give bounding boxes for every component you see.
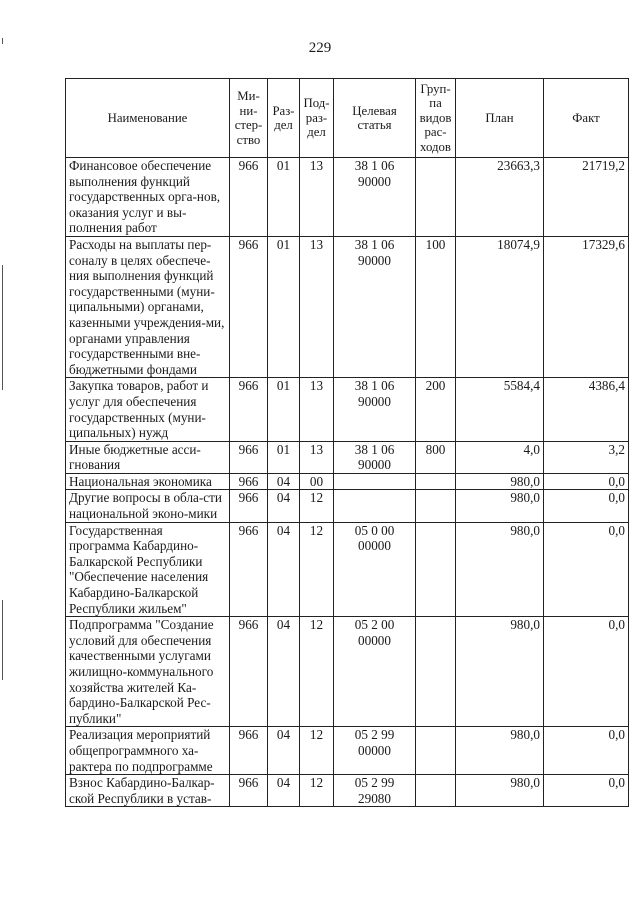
- row-fact: 0,0: [544, 775, 629, 807]
- row-group: 200: [416, 378, 456, 441]
- row-plan: 4,0: [456, 441, 544, 473]
- row-fact: 0,0: [544, 522, 629, 617]
- row-subsection: 12: [300, 522, 334, 617]
- table-row: [66, 617, 629, 727]
- row-ministry: 966: [230, 490, 268, 522]
- row-fact: 0,0: [544, 727, 629, 775]
- row-target: 38 1 06 90000: [334, 378, 416, 441]
- row-name: Другие вопросы в обла-сти национальной эконо-мики: [66, 490, 230, 522]
- table-row: [66, 158, 629, 237]
- row-section: 04: [268, 617, 300, 727]
- row-group: [416, 775, 456, 807]
- row-ministry: 966: [230, 378, 268, 441]
- page-number: 229: [308, 40, 332, 56]
- row-subsection: 12: [300, 617, 334, 727]
- row-name: Взнос Кабардино-Балкар-ской Республики в устав-: [66, 775, 230, 807]
- row-subsection: 12: [300, 490, 334, 522]
- row-name: Иные бюджетные асси-гнования: [66, 441, 230, 473]
- header-ministry: Ми- ни- стер- ство: [230, 79, 268, 158]
- row-plan: 980,0: [456, 490, 544, 522]
- budget-table: [65, 78, 629, 807]
- header-subsection: Под- раз- дел: [300, 79, 334, 158]
- row-section: 04: [268, 473, 300, 490]
- table-row: [66, 236, 629, 377]
- row-target: 38 1 06 90000: [334, 158, 416, 237]
- row-subsection: 13: [300, 378, 334, 441]
- row-fact: 0,0: [544, 473, 629, 490]
- row-section: 04: [268, 775, 300, 807]
- header-group: Груп- па видов рас- ходов: [416, 79, 456, 158]
- row-target: 05 2 00 00000: [334, 617, 416, 727]
- row-fact: 21719,2: [544, 158, 629, 237]
- row-subsection: 12: [300, 727, 334, 775]
- header-target: Целевая статья: [334, 79, 416, 158]
- header-fact: Факт: [544, 79, 629, 158]
- row-ministry: 966: [230, 775, 268, 807]
- row-ministry: 966: [230, 158, 268, 237]
- row-target: 05 0 00 00000: [334, 522, 416, 617]
- row-section: 01: [268, 236, 300, 377]
- row-fact: 4386,4: [544, 378, 629, 441]
- header-section: Раз- дел: [268, 79, 300, 158]
- row-plan: 980,0: [456, 775, 544, 807]
- row-section: 01: [268, 378, 300, 441]
- row-name: Закупка товаров, работ и услуг для обеспечения государственных (муни-ципальных) нужд: [66, 378, 230, 441]
- row-group: [416, 473, 456, 490]
- table-row: [66, 473, 629, 490]
- row-plan: 980,0: [456, 727, 544, 775]
- row-ministry: 966: [230, 473, 268, 490]
- row-section: 01: [268, 158, 300, 237]
- row-group: 100: [416, 236, 456, 377]
- header-plan: План: [456, 79, 544, 158]
- row-plan: 980,0: [456, 473, 544, 490]
- table-row: [66, 441, 629, 473]
- row-group: [416, 158, 456, 237]
- table-row: [66, 490, 629, 522]
- row-ministry: 966: [230, 236, 268, 377]
- scan-edge-mark: [2, 38, 3, 44]
- row-plan: 980,0: [456, 522, 544, 617]
- row-name: Национальная экономика: [66, 473, 230, 490]
- row-section: 01: [268, 441, 300, 473]
- row-subsection: 13: [300, 236, 334, 377]
- row-name: Реализация мероприятий общепрограммного ха-рактера по подпрограмме: [66, 727, 230, 775]
- row-name: Государственная программа Кабардино-Балкарской Республики "Обеспечение населения Кабардино-Балкарской Республики жильем": [66, 522, 230, 617]
- row-target: [334, 473, 416, 490]
- row-fact: 0,0: [544, 617, 629, 727]
- row-ministry: 966: [230, 522, 268, 617]
- row-subsection: 00: [300, 473, 334, 490]
- row-plan: 5584,4: [456, 378, 544, 441]
- table-row: [66, 522, 629, 617]
- row-group: 800: [416, 441, 456, 473]
- row-target: 05 2 99 29080: [334, 775, 416, 807]
- row-target: 38 1 06 90000: [334, 236, 416, 377]
- row-plan: 23663,3: [456, 158, 544, 237]
- row-fact: 0,0: [544, 490, 629, 522]
- row-ministry: 966: [230, 441, 268, 473]
- row-group: [416, 490, 456, 522]
- row-fact: 3,2: [544, 441, 629, 473]
- row-plan: 18074,9: [456, 236, 544, 377]
- table-row: [66, 727, 629, 775]
- row-subsection: 12: [300, 775, 334, 807]
- row-target: 38 1 06 90000: [334, 441, 416, 473]
- row-group: [416, 727, 456, 775]
- row-ministry: 966: [230, 727, 268, 775]
- row-target: [334, 490, 416, 522]
- row-section: 04: [268, 490, 300, 522]
- row-fact: 17329,6: [544, 236, 629, 377]
- row-section: 04: [268, 522, 300, 617]
- row-target: 05 2 99 00000: [334, 727, 416, 775]
- row-group: [416, 617, 456, 727]
- row-subsection: 13: [300, 441, 334, 473]
- row-ministry: 966: [230, 617, 268, 727]
- header-name: Наименование: [66, 79, 230, 158]
- table-header-row: [66, 79, 629, 158]
- scan-edge-mark: [2, 600, 3, 680]
- row-plan: 980,0: [456, 617, 544, 727]
- row-subsection: 13: [300, 158, 334, 237]
- row-group: [416, 522, 456, 617]
- table-row: [66, 378, 629, 441]
- row-name: Финансовое обеспечение выполнения функций государственных орга-нов, оказания услуг и вы-полнения работ: [66, 158, 230, 237]
- row-name: Подпрограмма "Создание условий для обеспечения качественными услугами жилищно-коммунального хозяйства жителей Ка-бардино-Балкарской Рес-публики": [66, 617, 230, 727]
- table-row: [66, 775, 629, 807]
- scan-edge-mark: [2, 265, 3, 390]
- row-name: Расходы на выплаты пер-соналу в целях обеспече-ния выполнения функций государственными (муни-ципальными) органами, казенными учреждения-ми, органами управления государственными вне-бюджетными фондами: [66, 236, 230, 377]
- row-section: 04: [268, 727, 300, 775]
